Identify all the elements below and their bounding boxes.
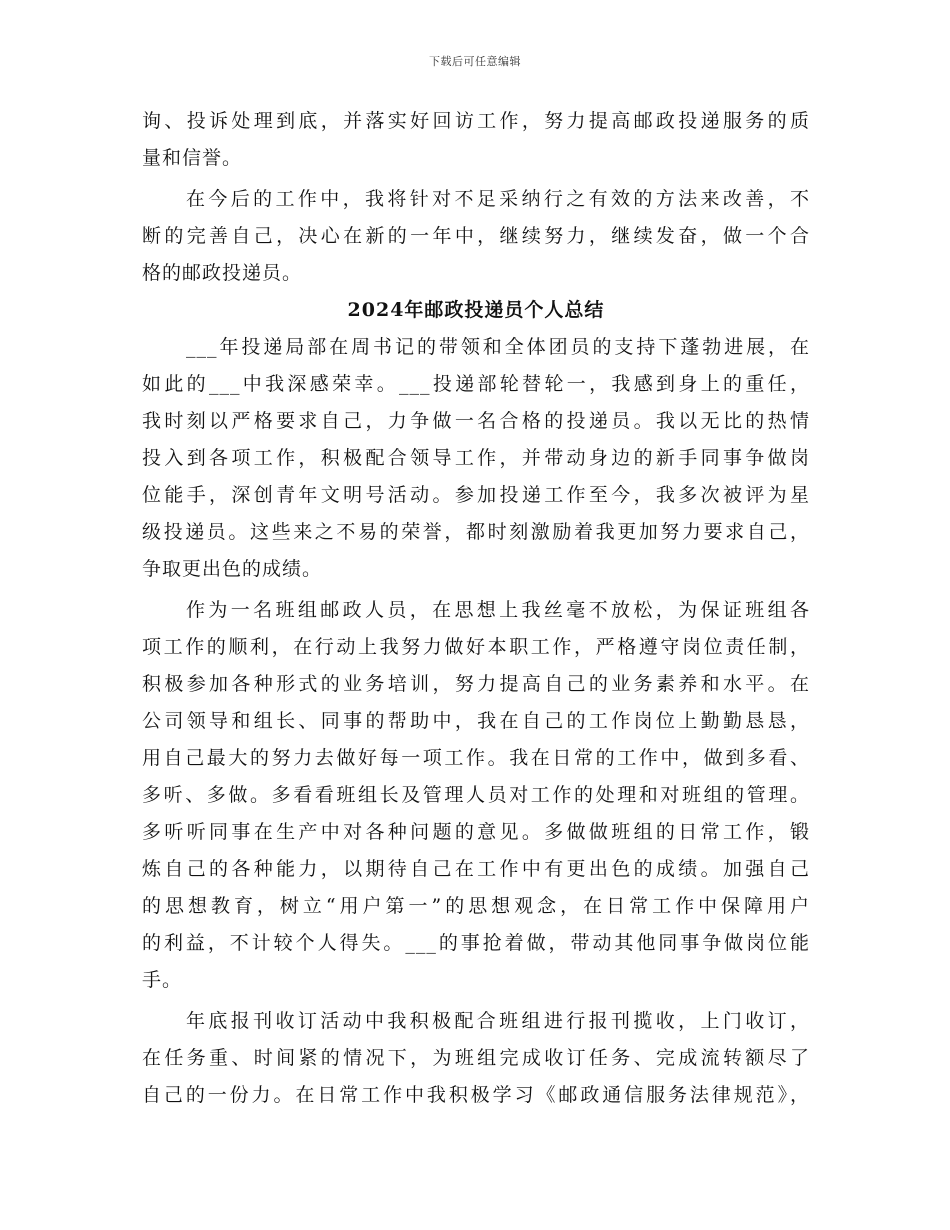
page-header: 下载后可任意编辑 [429, 55, 521, 68]
intro-paragraph [142, 103, 810, 177]
text-line: 用自己最大的努力去做好每一项工作。我在日常的工作中，做到多看、 [142, 747, 810, 769]
text-line: 炼自己的各种能力，以期待自己在工作中有更出色的成绩。加强自己 [142, 858, 810, 880]
text-line: 多听听同事在生产中对各种问题的意见。多做做班组的日常工作，锻 [142, 821, 810, 843]
paragraph-1 [142, 329, 810, 588]
text-line: 的利益，不计较个人得失。___的事抢着做，带动其他同事争做岗位能 [142, 932, 810, 954]
text-line: 级投递员。这些来之不易的荣誉，都时刻激励着我更加努力要求自己， [142, 521, 810, 543]
text-line: 项工作的顺利，在行动上我努力做好本职工作，严格遵守岗位责任制， [142, 636, 810, 658]
text-line: 自己的一份力。在日常工作中我积极学习《邮政通信服务法律规范》， [142, 1084, 810, 1106]
text-line: 年底报刊收订活动中我积极配合班组进行报刊揽收，上门收订， [186, 1010, 810, 1032]
text-line: 在任务重、时间紧的情况下，为班组完成收订任务、完成流转额尽了 [142, 1047, 810, 1069]
text-line: 的思想教育，树立“用户第一”的思想观念，在日常工作中保障用户 [142, 895, 810, 917]
text-line: 在今后的工作中，我将针对不足采纳行之有效的方法来改善，不 [186, 188, 810, 210]
text-line: 多听、多做。多看看班组长及管理人员对工作的处理和对班组的管理。 [142, 784, 810, 806]
text-line: 争取更出色的成绩。 [142, 558, 323, 580]
text-line: 作为一名班组邮政人员，在思想上我丝毫不放松，为保证班组各 [186, 599, 810, 621]
text-line: 位能手，深创青年文明号活动。参加投递工作至今，我多次被评为星 [142, 484, 810, 506]
document-title: 2024年邮政投递员个人总结 [347, 299, 605, 321]
document-body [142, 103, 810, 1114]
paragraph-3 [142, 1003, 810, 1114]
text-line: 量和信誉。 [142, 147, 243, 169]
text-line: 格的邮政投递员。 [142, 262, 303, 284]
text-line: 如此的___中我深感荣幸。___投递部轮替轮一，我感到身上的重任， [142, 373, 810, 395]
text-line: 手。 [142, 969, 183, 991]
text-line: 我时刻以严格要求自己，力争做一名合格的投递员。我以无比的热情 [142, 410, 810, 432]
text-line: 投入到各项工作，积极配合领导工作，并带动身边的新手同事争做岗 [142, 447, 810, 469]
text-line: 询、投诉处理到底，并落实好回访工作，努力提高邮政投递服务的质 [142, 110, 810, 132]
paragraph-2 [142, 592, 810, 999]
text-line: 公司领导和组长、同事的帮助中，我在自己的工作岗位上勤勤恳恳， [142, 710, 810, 732]
closing-paragraph [142, 181, 810, 292]
text-line: 断的完善自己，决心在新的一年中，继续努力，继续发奋，做一个合 [142, 225, 810, 247]
text-line: ___年投递局部在周书记的带领和全体团员的支持下蓬勃进展，在 [186, 336, 810, 358]
text-line: 积极参加各种形式的业务培训，努力提高自己的业务素养和水平。在 [142, 673, 810, 695]
